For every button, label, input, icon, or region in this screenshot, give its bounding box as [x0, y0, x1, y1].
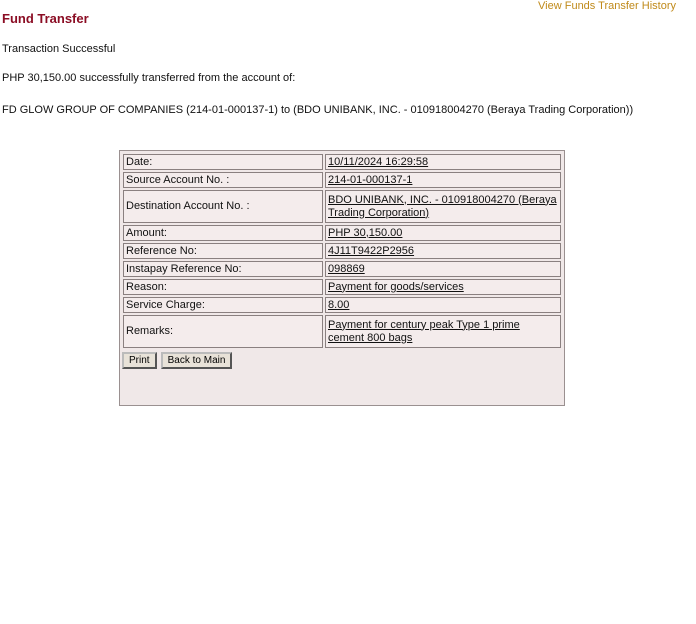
service-charge-value: 8.00 [325, 297, 561, 313]
table-row [123, 243, 561, 259]
date-label: Date: [123, 154, 323, 170]
view-history-link[interactable]: View Funds Transfer History [538, 0, 676, 12]
amount-value: PHP 30,150.00 [325, 225, 561, 241]
instapay-reference-label: Instapay Reference No: [123, 261, 323, 277]
transfer-details: FD GLOW GROUP OF COMPANIES (214-01-000137-1) to (BDO UNIBANK, INC. - 010918004270 (Beraya Trading Corporation)) [2, 104, 634, 116]
destination-account-value: BDO UNIBANK, INC. - 010918004270 (Beraya Trading Corporation) [325, 190, 561, 223]
reason-label: Reason: [123, 279, 323, 295]
instapay-reference-value: 098869 [325, 261, 561, 277]
service-charge-label: Service Charge: [123, 297, 323, 313]
source-account-label: Source Account No. : [123, 172, 323, 188]
reference-value: 4J11T9422P2956 [325, 243, 561, 259]
table-row [123, 315, 561, 348]
table-row [123, 297, 561, 313]
amount-message: PHP 30,150.00 successfully transferred from the account of: [2, 72, 296, 84]
button-row [121, 350, 563, 369]
remarks-label: Remarks: [123, 315, 323, 348]
table-row [123, 279, 561, 295]
table-row [123, 154, 561, 170]
reason-value: Payment for goods/services [325, 279, 561, 295]
receipt-table [121, 152, 563, 350]
destination-account-label: Destination Account No. : [123, 190, 323, 223]
date-value: 10/11/2024 16:29:58 [325, 154, 561, 170]
page-title: Fund Transfer [2, 11, 89, 26]
reference-label: Reference No: [123, 243, 323, 259]
table-row [123, 225, 561, 241]
print-button[interactable]: Print [122, 352, 157, 369]
table-row [123, 172, 561, 188]
back-to-main-button[interactable]: Back to Main [161, 352, 233, 369]
status-message: Transaction Successful [2, 43, 116, 55]
table-row [123, 261, 561, 277]
receipt-panel [119, 150, 565, 406]
amount-label: Amount: [123, 225, 323, 241]
table-row [123, 190, 561, 223]
source-account-value: 214-01-000137-1 [325, 172, 561, 188]
remarks-value: Payment for century peak Type 1 prime cement 800 bags [325, 315, 561, 348]
